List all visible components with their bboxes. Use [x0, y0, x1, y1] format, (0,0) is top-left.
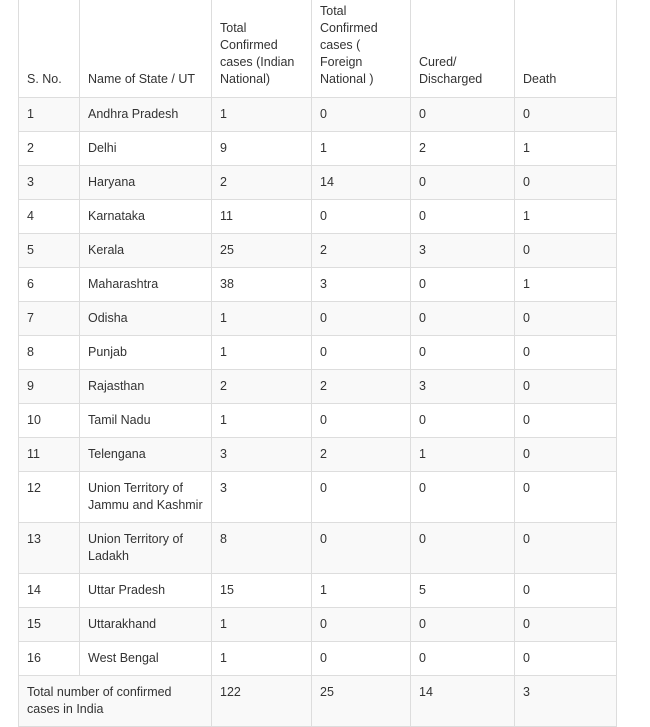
table-row [19, 370, 617, 404]
cell-cured: 0 [411, 523, 515, 574]
header-cured-discharged: Cured/ Discharged [411, 0, 515, 98]
cell-death: 0 [515, 370, 617, 404]
header-death: Death [515, 0, 617, 98]
cell-serial-number: 16 [19, 642, 80, 676]
cell-cured: 0 [411, 404, 515, 438]
cell-foreign-national: 0 [312, 642, 411, 676]
cell-indian-national: 3 [212, 472, 312, 523]
cell-foreign-national: 0 [312, 98, 411, 132]
cell-indian-national: 1 [212, 98, 312, 132]
table-row [19, 608, 617, 642]
cell-cured: 2 [411, 132, 515, 166]
table-row [19, 438, 617, 472]
cell-death: 1 [515, 268, 617, 302]
cell-foreign-national: 14 [312, 166, 411, 200]
table-header [19, 0, 617, 98]
cell-cured: 0 [411, 302, 515, 336]
cell-state-name: Union Territory of Ladakh [80, 523, 212, 574]
total-cured: 14 [411, 676, 515, 727]
cell-serial-number: 9 [19, 370, 80, 404]
header-serial-number: S. No. [19, 0, 80, 98]
cell-cured: 0 [411, 98, 515, 132]
cell-serial-number: 2 [19, 132, 80, 166]
cell-serial-number: 3 [19, 166, 80, 200]
table-row [19, 574, 617, 608]
cell-death: 0 [515, 166, 617, 200]
cell-serial-number: 14 [19, 574, 80, 608]
cell-serial-number: 7 [19, 302, 80, 336]
cell-cured: 5 [411, 574, 515, 608]
cell-foreign-national: 0 [312, 608, 411, 642]
cell-state-name: Union Territory of Jammu and Kashmir [80, 472, 212, 523]
total-foreign-national: 25 [312, 676, 411, 727]
cell-indian-national: 8 [212, 523, 312, 574]
cell-state-name: West Bengal [80, 642, 212, 676]
table-row [19, 166, 617, 200]
cell-death: 1 [515, 132, 617, 166]
cell-cured: 0 [411, 608, 515, 642]
cell-foreign-national: 0 [312, 336, 411, 370]
cell-indian-national: 38 [212, 268, 312, 302]
cell-state-name: Delhi [80, 132, 212, 166]
cell-death: 0 [515, 574, 617, 608]
cell-indian-national: 2 [212, 370, 312, 404]
header-state-name: Name of State / UT [80, 0, 212, 98]
table-row [19, 98, 617, 132]
cell-death: 1 [515, 200, 617, 234]
cell-state-name: Punjab [80, 336, 212, 370]
cell-state-name: Telengana [80, 438, 212, 472]
total-indian-national: 122 [212, 676, 312, 727]
cell-state-name: Uttarakhand [80, 608, 212, 642]
cell-foreign-national: 2 [312, 234, 411, 268]
header-indian-national-cases: Total Confirmed cases (Indian National) [212, 0, 312, 98]
cell-death: 0 [515, 404, 617, 438]
cell-state-name: Maharashtra [80, 268, 212, 302]
cell-death: 0 [515, 438, 617, 472]
table-row [19, 642, 617, 676]
cell-indian-national: 1 [212, 302, 312, 336]
cell-foreign-national: 0 [312, 200, 411, 234]
table-row [19, 472, 617, 523]
table-row [19, 336, 617, 370]
cell-foreign-national: 1 [312, 132, 411, 166]
table-footer [19, 676, 617, 727]
cell-death: 0 [515, 523, 617, 574]
cell-state-name: Rajasthan [80, 370, 212, 404]
cell-serial-number: 8 [19, 336, 80, 370]
cell-foreign-national: 0 [312, 472, 411, 523]
cell-indian-national: 11 [212, 200, 312, 234]
table-row [19, 404, 617, 438]
cell-state-name: Haryana [80, 166, 212, 200]
cell-serial-number: 12 [19, 472, 80, 523]
cell-indian-national: 1 [212, 404, 312, 438]
table-row [19, 268, 617, 302]
cell-serial-number: 15 [19, 608, 80, 642]
cell-cured: 0 [411, 166, 515, 200]
header-foreign-national-cases: Total Confirmed cases ( Foreign National ) [312, 0, 411, 98]
cell-serial-number: 1 [19, 98, 80, 132]
table-row [19, 132, 617, 166]
cell-indian-national: 1 [212, 336, 312, 370]
cell-indian-national: 1 [212, 642, 312, 676]
cell-death: 0 [515, 98, 617, 132]
cell-indian-national: 1 [212, 608, 312, 642]
cell-state-name: Andhra Pradesh [80, 98, 212, 132]
cell-foreign-national: 2 [312, 438, 411, 472]
table-row [19, 523, 617, 574]
cell-foreign-national: 0 [312, 302, 411, 336]
cell-serial-number: 6 [19, 268, 80, 302]
cell-state-name: Kerala [80, 234, 212, 268]
cell-state-name: Karnataka [80, 200, 212, 234]
table-row [19, 200, 617, 234]
cell-death: 0 [515, 472, 617, 523]
cell-indian-national: 2 [212, 166, 312, 200]
cell-cured: 3 [411, 234, 515, 268]
cell-serial-number: 5 [19, 234, 80, 268]
cell-foreign-national: 3 [312, 268, 411, 302]
cell-cured: 0 [411, 200, 515, 234]
cell-foreign-national: 1 [312, 574, 411, 608]
cell-cured: 0 [411, 336, 515, 370]
table-body [19, 98, 617, 676]
header-row [19, 0, 617, 98]
cell-cured: 3 [411, 370, 515, 404]
total-death: 3 [515, 676, 617, 727]
cell-state-name: Odisha [80, 302, 212, 336]
cell-indian-national: 25 [212, 234, 312, 268]
cases-table-container [18, 0, 616, 727]
cell-serial-number: 13 [19, 523, 80, 574]
cell-state-name: Tamil Nadu [80, 404, 212, 438]
cell-cured: 0 [411, 268, 515, 302]
cell-death: 0 [515, 234, 617, 268]
cell-foreign-national: 0 [312, 404, 411, 438]
table-row [19, 302, 617, 336]
cell-foreign-national: 2 [312, 370, 411, 404]
cell-state-name: Uttar Pradesh [80, 574, 212, 608]
cell-death: 0 [515, 608, 617, 642]
cell-cured: 0 [411, 472, 515, 523]
cell-serial-number: 10 [19, 404, 80, 438]
cell-death: 0 [515, 302, 617, 336]
cell-serial-number: 4 [19, 200, 80, 234]
total-label: Total number of confirmed cases in India [19, 676, 212, 727]
cell-death: 0 [515, 336, 617, 370]
cell-indian-national: 3 [212, 438, 312, 472]
cell-cured: 1 [411, 438, 515, 472]
table-row [19, 234, 617, 268]
cases-table [18, 0, 617, 727]
cell-indian-national: 9 [212, 132, 312, 166]
cell-cured: 0 [411, 642, 515, 676]
total-row [19, 676, 617, 727]
cell-foreign-national: 0 [312, 523, 411, 574]
cell-indian-national: 15 [212, 574, 312, 608]
cell-serial-number: 11 [19, 438, 80, 472]
cell-death: 0 [515, 642, 617, 676]
